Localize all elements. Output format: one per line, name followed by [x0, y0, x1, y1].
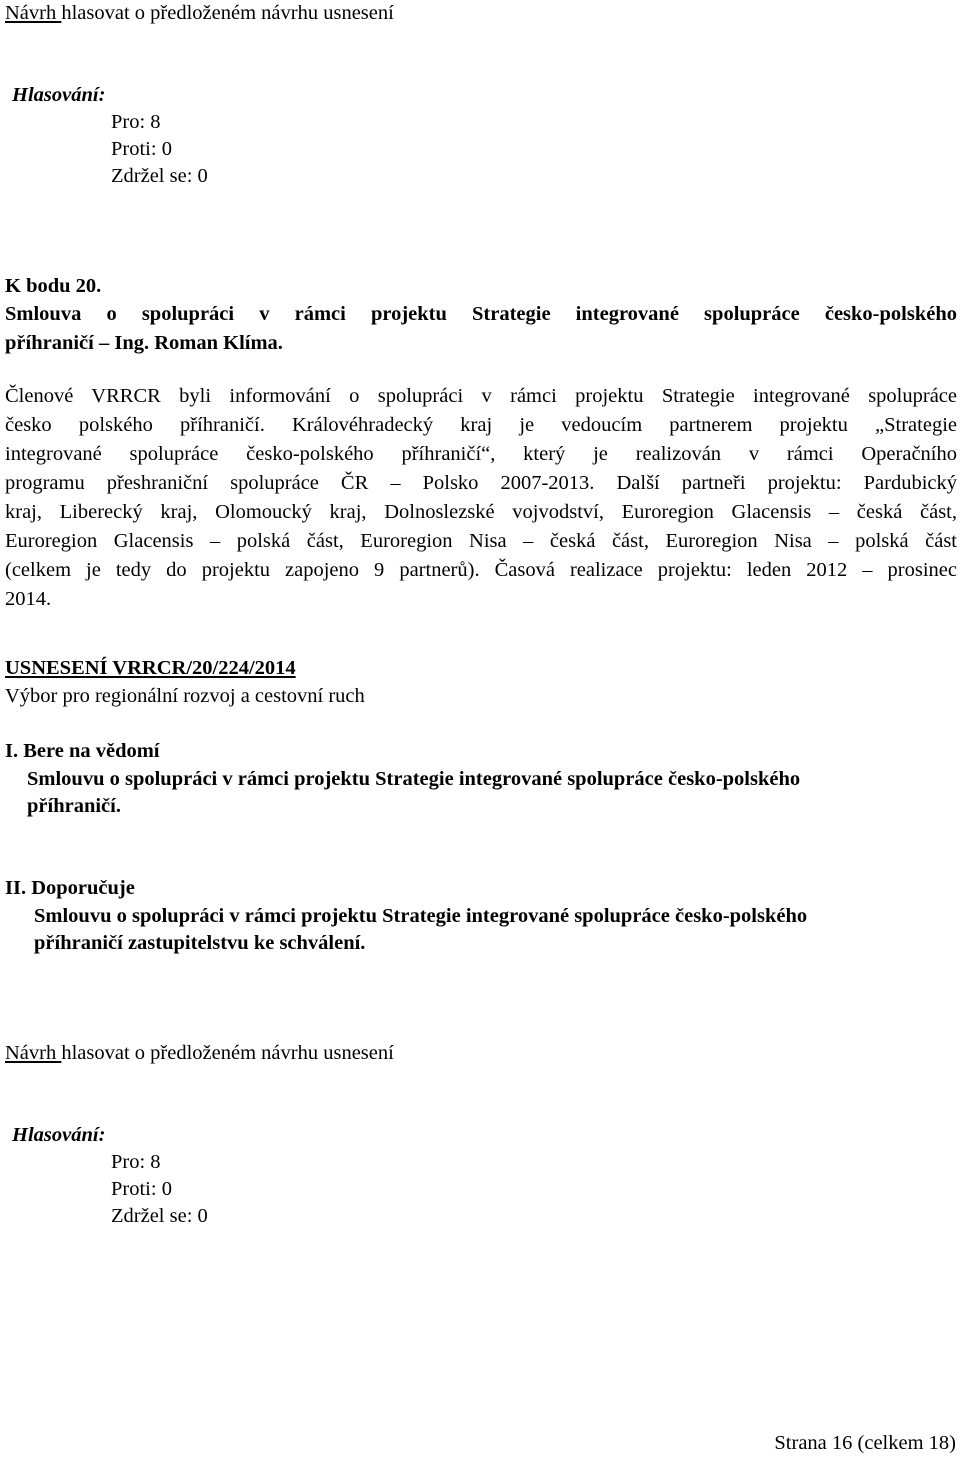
vote-proposal-text: hlasovat o předloženém návrhu usnesení	[61, 2, 394, 24]
vote-abstain-bottom: Zdržel se: 0	[111, 1205, 208, 1227]
item-title	[5, 300, 957, 358]
resolution-part2-line: Smlouvu o spolupráci v rámci projektu Strategie integrované spolupráce česko-polského	[34, 905, 808, 927]
vote-proposal-text: hlasovat o předloženém návrhu usnesení	[61, 1042, 394, 1064]
body-line: (celkem je tedy do projektu zapojeno 9 partnerů). Časová realizace projektu: leden 2012 – prosinec	[5, 559, 957, 581]
body-line: integrované spolupráce česko-polského příhraničí“, který je realizován v rámci Operačního	[5, 443, 957, 465]
resolution-part2-heading: II. Doporučuje	[5, 877, 135, 899]
voting-heading-top: Hlasování:	[12, 84, 106, 106]
vote-proposal-prefix: Návrh	[5, 2, 62, 24]
vote-abstain-top: Zdržel se: 0	[111, 165, 208, 187]
item-body	[5, 382, 957, 614]
resolution-part1-line: příhraničí.	[27, 795, 121, 817]
vote-pro-bottom: Pro: 8	[111, 1151, 161, 1173]
body-line: programu přeshraniční spolupráce ČR – Polsko 2007-2013. Další partneři projektu: Pardubický	[5, 472, 957, 494]
resolution-committee: Výbor pro regionální rozvoj a cestovní ruch	[5, 685, 365, 707]
body-line: kraj, Liberecký kraj, Olomoucký kraj, Dolnoslezské vojvodství, Euroregion Glacensis – česká část,	[5, 501, 957, 523]
vote-proti-bottom: Proti: 0	[111, 1178, 172, 1200]
item-title-line: Smlouva o spolupráci v rámci projektu Strategie integrované spolupráce česko-polského	[5, 303, 957, 325]
vote-proposal-top	[5, 0, 394, 27]
item-number: K bodu 20.	[5, 275, 102, 297]
item-title-line: příhraničí – Ing. Roman Klíma.	[5, 332, 283, 354]
vote-pro-top: Pro: 8	[111, 111, 161, 133]
body-line: česko polského příhraničí. Královéhradecký kraj je vedoucím partnerem projektu „Strategie	[5, 414, 957, 436]
voting-heading-bottom: Hlasování:	[12, 1124, 106, 1146]
resolution-part1-line: Smlouvu o spolupráci v rámci projektu Strategie integrované spolupráce česko-polského	[27, 768, 801, 790]
resolution-part1-heading: I. Bere na vědomí	[5, 740, 160, 762]
vote-proti-top: Proti: 0	[111, 138, 172, 160]
resolution-part2-line: příhraničí zastupitelstvu ke schválení.	[34, 932, 366, 954]
vote-proposal-prefix: Návrh	[5, 1042, 62, 1064]
body-line: Členové VRRCR byli informování o spolupráci v rámci projektu Strategie integrované spolupráce	[5, 385, 957, 407]
body-line: 2014.	[5, 588, 52, 610]
body-line: Euroregion Glacensis – polská část, Euroregion Nisa – česká část, Euroregion Nisa – polská část	[5, 530, 957, 552]
vote-proposal-bottom	[5, 1040, 394, 1067]
resolution-title: USNESENÍ VRRCR/20/224/2014	[5, 657, 296, 679]
page-number: Strana 16 (celkem 18)	[774, 1432, 956, 1454]
